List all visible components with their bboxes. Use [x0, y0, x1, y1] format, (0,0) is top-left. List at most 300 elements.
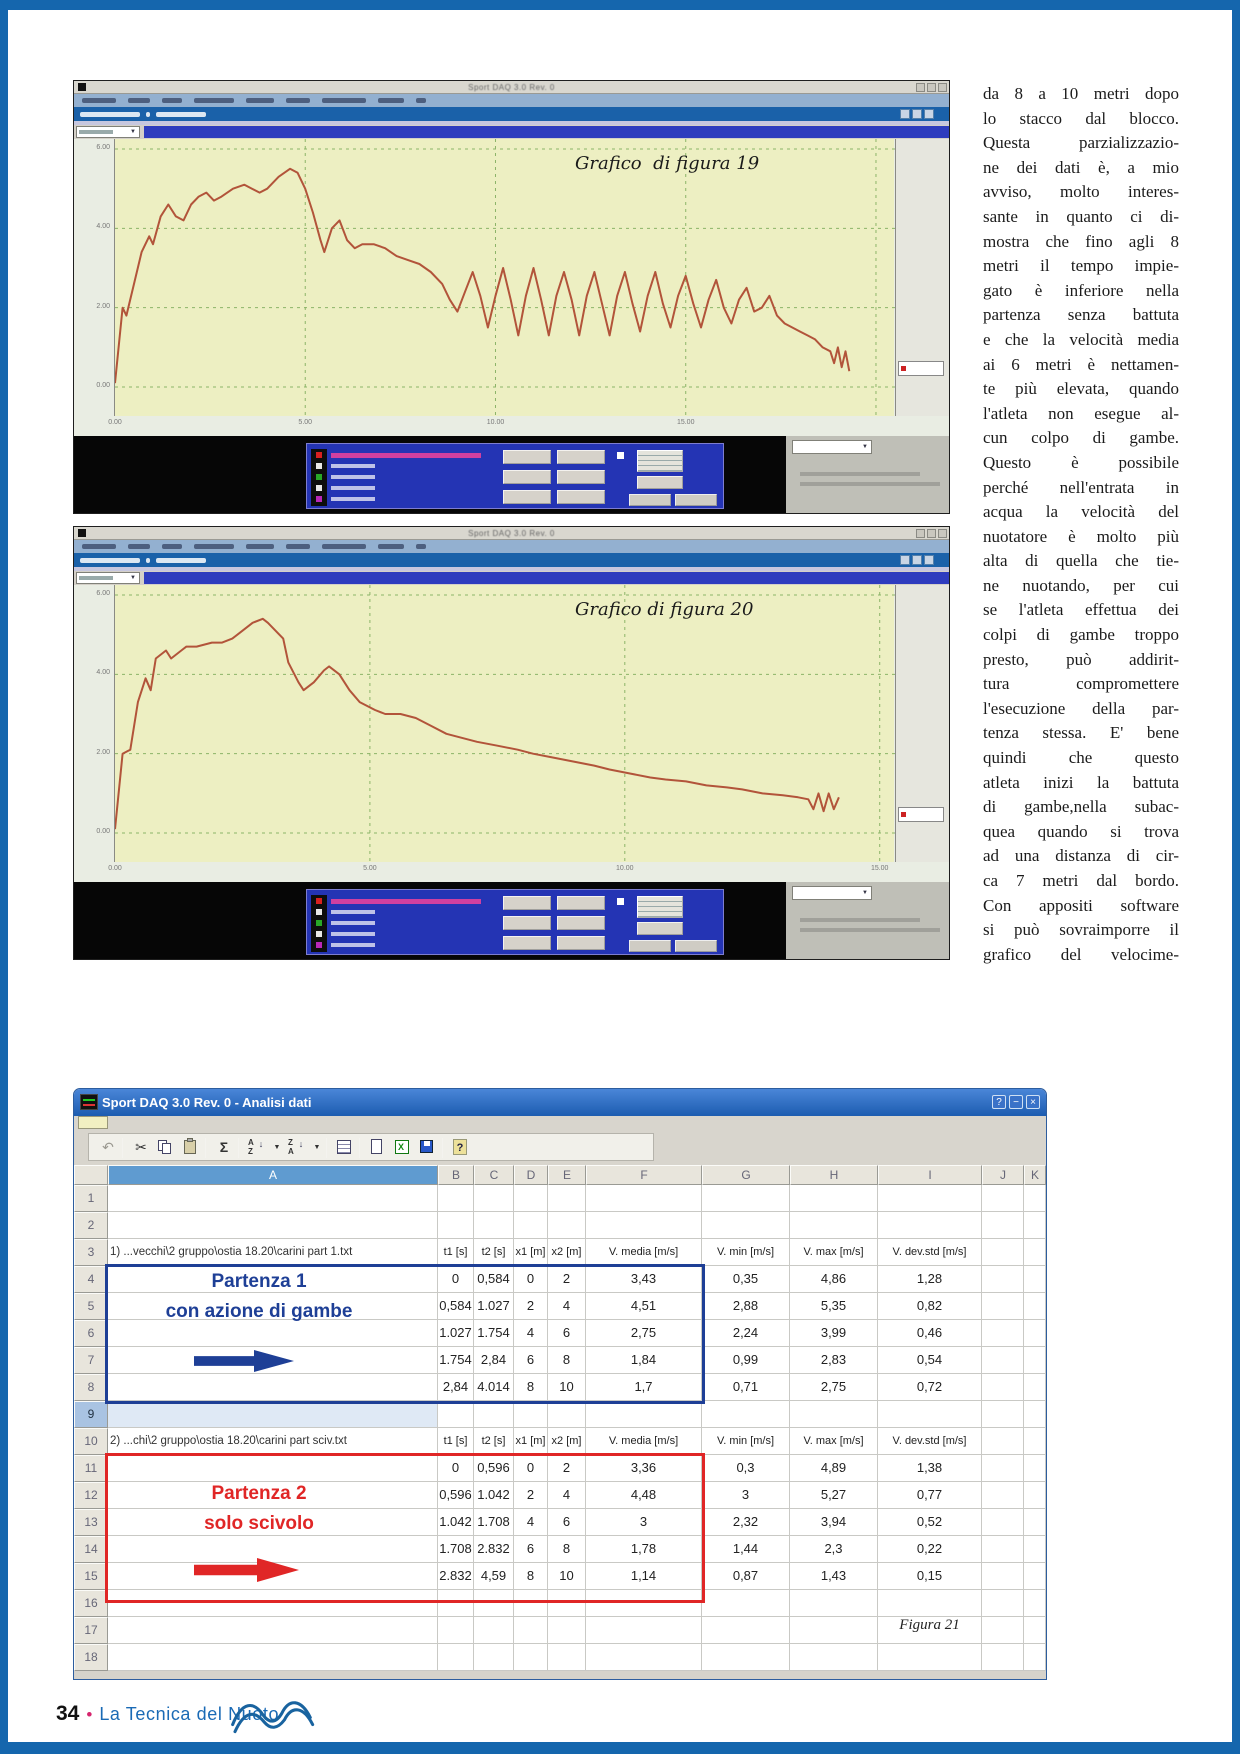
cell-G2[interactable] — [702, 1212, 790, 1239]
cell-F13[interactable]: 3 — [586, 1509, 702, 1536]
cell-G3[interactable]: V. min [m/s] — [702, 1239, 790, 1266]
cell-J12[interactable] — [982, 1482, 1024, 1509]
child-window-button[interactable] — [924, 555, 934, 565]
panel-button[interactable] — [503, 470, 551, 484]
menu-item[interactable] — [246, 544, 274, 549]
cell-H18[interactable] — [790, 1644, 878, 1671]
panel-button[interactable] — [637, 922, 683, 935]
cell-D11[interactable]: 0 — [514, 1455, 548, 1482]
panel-button[interactable] — [503, 916, 551, 930]
cell-A17[interactable] — [108, 1617, 438, 1644]
cell-C4[interactable]: 0,584 — [474, 1266, 514, 1293]
cell-D15[interactable]: 8 — [514, 1563, 548, 1590]
report-icon[interactable] — [367, 1137, 389, 1158]
panel-button[interactable] — [557, 896, 605, 910]
cell-K6[interactable] — [1024, 1320, 1046, 1347]
row-header-4[interactable]: 4 — [74, 1266, 108, 1293]
row-header-7[interactable]: 7 — [74, 1347, 108, 1374]
cell-G15[interactable]: 0,87 — [702, 1563, 790, 1590]
scale-combobox[interactable] — [76, 572, 140, 584]
cell-C1[interactable] — [474, 1185, 514, 1212]
cell-D4[interactable]: 0 — [514, 1266, 548, 1293]
cell-I18[interactable] — [878, 1644, 982, 1671]
cell-C10[interactable]: t2 [s] — [474, 1428, 514, 1455]
panel-button[interactable] — [503, 490, 551, 504]
channel-color-swatch[interactable] — [316, 942, 322, 948]
cursor-readout[interactable] — [898, 807, 944, 822]
cell-H11[interactable]: 4,89 — [790, 1455, 878, 1482]
window-button[interactable] — [927, 529, 936, 538]
cell-K13[interactable] — [1024, 1509, 1046, 1536]
cell-G9[interactable] — [702, 1401, 790, 1428]
cell-B10[interactable]: t1 [s] — [438, 1428, 474, 1455]
cell-C5[interactable]: 1.027 — [474, 1293, 514, 1320]
menu-item[interactable] — [416, 544, 426, 549]
window-button[interactable] — [927, 83, 936, 92]
scale-combobox[interactable] — [76, 126, 140, 138]
cell-D3[interactable]: x1 [m] — [514, 1239, 548, 1266]
cursor-readout[interactable] — [898, 361, 944, 376]
cell-F9[interactable] — [586, 1401, 702, 1428]
cell-G12[interactable]: 3 — [702, 1482, 790, 1509]
cell-A1[interactable] — [108, 1185, 438, 1212]
cell-D2[interactable] — [514, 1212, 548, 1239]
cell-G17[interactable] — [702, 1617, 790, 1644]
cell-F1[interactable] — [586, 1185, 702, 1212]
cell-K9[interactable] — [1024, 1401, 1046, 1428]
row-header-6[interactable]: 6 — [74, 1320, 108, 1347]
row-header-10[interactable]: 10 — [74, 1428, 108, 1455]
channel-color-swatch[interactable] — [316, 931, 322, 937]
cell-H13[interactable]: 3,94 — [790, 1509, 878, 1536]
cell-D5[interactable]: 2 — [514, 1293, 548, 1320]
cell-E11[interactable]: 2 — [548, 1455, 586, 1482]
minimize-button[interactable]: − — [1009, 1095, 1023, 1109]
cell-H10[interactable]: V. max [m/s] — [790, 1428, 878, 1455]
column-header-K[interactable]: K — [1024, 1165, 1046, 1185]
cell-K10[interactable] — [1024, 1428, 1046, 1455]
cell-I14[interactable]: 0,22 — [878, 1536, 982, 1563]
cell-K11[interactable] — [1024, 1455, 1046, 1482]
column-header-C[interactable]: C — [474, 1165, 514, 1185]
cell-H8[interactable]: 2,75 — [790, 1374, 878, 1401]
window-button[interactable] — [938, 529, 947, 538]
excel-export-icon[interactable]: X — [392, 1137, 414, 1158]
help-button[interactable]: ? — [992, 1095, 1006, 1109]
menu-item[interactable] — [162, 544, 182, 549]
cell-F18[interactable] — [586, 1644, 702, 1671]
cell-D7[interactable]: 6 — [514, 1347, 548, 1374]
cell-I15[interactable]: 0,15 — [878, 1563, 982, 1590]
sort-ascending-dropdown[interactable]: ▼ — [273, 1144, 281, 1151]
panel-button[interactable] — [503, 936, 551, 950]
channel-color-swatch[interactable] — [316, 474, 322, 480]
panel-button[interactable] — [503, 450, 551, 464]
cell-B12[interactable]: 0,596 — [438, 1482, 474, 1509]
menu-item[interactable] — [322, 98, 366, 103]
menu-item[interactable] — [128, 544, 150, 549]
cell-E7[interactable]: 8 — [548, 1347, 586, 1374]
article-line: sante in quanto ci di- — [983, 206, 1179, 226]
graph-preview-button[interactable] — [637, 450, 683, 472]
cell-E14[interactable]: 8 — [548, 1536, 586, 1563]
cell-D12[interactable]: 2 — [514, 1482, 548, 1509]
sort-descending-icon[interactable]: Z A ↓ — [288, 1138, 304, 1156]
cell-I3[interactable]: V. dev.std [m/s] — [878, 1239, 982, 1266]
panel-button[interactable] — [557, 936, 605, 950]
cell-E12[interactable]: 4 — [548, 1482, 586, 1509]
cell-C9[interactable] — [474, 1401, 514, 1428]
cell-I1[interactable] — [878, 1185, 982, 1212]
row-header-17[interactable]: 17 — [74, 1617, 108, 1644]
cell-E6[interactable]: 6 — [548, 1320, 586, 1347]
cell-F2[interactable] — [586, 1212, 702, 1239]
cell-H2[interactable] — [790, 1212, 878, 1239]
cell-H16[interactable] — [790, 1590, 878, 1617]
cell-G16[interactable] — [702, 1590, 790, 1617]
cell-A9[interactable] — [108, 1401, 438, 1428]
cell-G4[interactable]: 0,35 — [702, 1266, 790, 1293]
cell-F15[interactable]: 1,14 — [586, 1563, 702, 1590]
cell-E4[interactable]: 2 — [548, 1266, 586, 1293]
row-header-8[interactable]: 8 — [74, 1374, 108, 1401]
column-header-E[interactable]: E — [548, 1165, 586, 1185]
cell-I4[interactable]: 1,28 — [878, 1266, 982, 1293]
cell-K7[interactable] — [1024, 1347, 1046, 1374]
child-window-button[interactable] — [912, 555, 922, 565]
window-title-bar — [74, 527, 949, 540]
cell-E15[interactable]: 10 — [548, 1563, 586, 1590]
cell-J17[interactable] — [982, 1617, 1024, 1644]
cell-I11[interactable]: 1,38 — [878, 1455, 982, 1482]
save-icon[interactable] — [417, 1137, 439, 1158]
cell-I6[interactable]: 0,46 — [878, 1320, 982, 1347]
child-window-button[interactable] — [900, 109, 910, 119]
cell-B9[interactable] — [438, 1401, 474, 1428]
cell-F8[interactable]: 1,7 — [586, 1374, 702, 1401]
cell-F12[interactable]: 4,48 — [586, 1482, 702, 1509]
x-axis-tick-label: 0.00 — [108, 865, 122, 872]
cell-H9[interactable] — [790, 1401, 878, 1428]
cell-H6[interactable]: 3,99 — [790, 1320, 878, 1347]
cell-H5[interactable]: 5,35 — [790, 1293, 878, 1320]
cell-H12[interactable]: 5,27 — [790, 1482, 878, 1509]
cell-C14[interactable]: 2.832 — [474, 1536, 514, 1563]
row-header-16[interactable]: 16 — [74, 1590, 108, 1617]
cell-J1[interactable] — [982, 1185, 1024, 1212]
cell-B4[interactable]: 0 — [438, 1266, 474, 1293]
menu-item[interactable] — [286, 544, 310, 549]
cell-K15[interactable] — [1024, 1563, 1046, 1590]
window-button[interactable] — [938, 83, 947, 92]
column-header-D[interactable]: D — [514, 1165, 548, 1185]
cell-F6[interactable]: 2,75 — [586, 1320, 702, 1347]
cell-I9[interactable] — [878, 1401, 982, 1428]
cell-D8[interactable]: 8 — [514, 1374, 548, 1401]
cell-J8[interactable] — [982, 1374, 1024, 1401]
cell-D14[interactable]: 6 — [514, 1536, 548, 1563]
cell-D10[interactable]: x1 [m] — [514, 1428, 548, 1455]
menu-item[interactable] — [286, 98, 310, 103]
close-button[interactable]: × — [1026, 1095, 1040, 1109]
cell-D17[interactable] — [514, 1617, 548, 1644]
row-header-5[interactable]: 5 — [74, 1293, 108, 1320]
channel-color-swatch[interactable] — [316, 909, 322, 915]
cell-E1[interactable] — [548, 1185, 586, 1212]
cell-J16[interactable] — [982, 1590, 1024, 1617]
cell-E13[interactable]: 6 — [548, 1509, 586, 1536]
window-bottom-strip — [74, 1671, 1046, 1679]
cell-E5[interactable]: 4 — [548, 1293, 586, 1320]
menu-item[interactable] — [378, 98, 404, 103]
cell-H4[interactable]: 4,86 — [790, 1266, 878, 1293]
cell-H3[interactable]: V. max [m/s] — [790, 1239, 878, 1266]
panel-button[interactable] — [629, 940, 671, 952]
timebase-combobox[interactable] — [792, 440, 872, 454]
help-icon[interactable]: ? — [450, 1137, 472, 1158]
cell-G8[interactable]: 0,71 — [702, 1374, 790, 1401]
child-window-button[interactable] — [900, 555, 910, 565]
cell-E3[interactable]: x2 [m] — [548, 1239, 586, 1266]
cell-I16[interactable] — [878, 1590, 982, 1617]
cell-E9[interactable] — [548, 1401, 586, 1428]
menu-item[interactable] — [416, 98, 426, 103]
menu-item[interactable] — [128, 98, 150, 103]
cell-I10[interactable]: V. dev.std [m/s] — [878, 1428, 982, 1455]
channel-color-swatch[interactable] — [316, 920, 322, 926]
cell-I5[interactable]: 0,82 — [878, 1293, 982, 1320]
cell-C6[interactable]: 1.754 — [474, 1320, 514, 1347]
cell-C7[interactable]: 2,84 — [474, 1347, 514, 1374]
cell-A10[interactable]: 2) ...chi\2 gruppo\ostia 18.20\carini part sciv.txt — [108, 1428, 438, 1455]
cell-J15[interactable] — [982, 1563, 1024, 1590]
cell-J13[interactable] — [982, 1509, 1024, 1536]
cut-icon[interactable]: ✂ — [135, 1139, 147, 1155]
table-layout-icon[interactable] — [334, 1137, 356, 1158]
figure-21-caption[interactable]: Figura 21 — [878, 1617, 982, 1644]
row-header-11[interactable]: 11 — [74, 1455, 108, 1482]
cell-K17[interactable] — [1024, 1617, 1046, 1644]
panel-button[interactable] — [557, 490, 605, 504]
cell-J7[interactable] — [982, 1347, 1024, 1374]
cell-J2[interactable] — [982, 1212, 1024, 1239]
panel-button[interactable] — [675, 494, 717, 506]
channel-color-swatch[interactable] — [316, 452, 322, 458]
menu-item[interactable] — [162, 98, 182, 103]
cell-B6[interactable]: 1.027 — [438, 1320, 474, 1347]
channel-color-swatch[interactable] — [316, 463, 322, 469]
cell-I8[interactable]: 0,72 — [878, 1374, 982, 1401]
cell-C15[interactable]: 4,59 — [474, 1563, 514, 1590]
row-header-2[interactable]: 2 — [74, 1212, 108, 1239]
column-header-G[interactable]: G — [702, 1165, 790, 1185]
cell-I7[interactable]: 0,54 — [878, 1347, 982, 1374]
menu-item[interactable] — [378, 544, 404, 549]
row-header-12[interactable]: 12 — [74, 1482, 108, 1509]
cell-J4[interactable] — [982, 1266, 1024, 1293]
cell-C2[interactable] — [474, 1212, 514, 1239]
child-window-button[interactable] — [924, 109, 934, 119]
cell-G11[interactable]: 0,3 — [702, 1455, 790, 1482]
panel-button[interactable] — [675, 940, 717, 952]
cell-E2[interactable] — [548, 1212, 586, 1239]
row-header-14[interactable]: 14 — [74, 1536, 108, 1563]
cell-K16[interactable] — [1024, 1590, 1046, 1617]
cell-B5[interactable]: 0,584 — [438, 1293, 474, 1320]
cell-D6[interactable]: 4 — [514, 1320, 548, 1347]
cell-I12[interactable]: 0,77 — [878, 1482, 982, 1509]
cell-H7[interactable]: 2,83 — [790, 1347, 878, 1374]
cell-B14[interactable]: 1.708 — [438, 1536, 474, 1563]
cell-E17[interactable] — [548, 1617, 586, 1644]
cell-E10[interactable]: x2 [m] — [548, 1428, 586, 1455]
paste-icon[interactable] — [180, 1137, 202, 1158]
column-header-F[interactable]: F — [586, 1165, 702, 1185]
cell-C17[interactable] — [474, 1617, 514, 1644]
cell-J6[interactable] — [982, 1320, 1024, 1347]
cell-C3[interactable]: t2 [s] — [474, 1239, 514, 1266]
cell-K4[interactable] — [1024, 1266, 1046, 1293]
cell-K5[interactable] — [1024, 1293, 1046, 1320]
menu-item[interactable] — [82, 544, 116, 549]
cell-I2[interactable] — [878, 1212, 982, 1239]
cell-G6[interactable]: 2,24 — [702, 1320, 790, 1347]
cell-G14[interactable]: 1,44 — [702, 1536, 790, 1563]
cell-B17[interactable] — [438, 1617, 474, 1644]
cell-J9[interactable] — [982, 1401, 1024, 1428]
menu-item[interactable] — [82, 98, 116, 103]
undo-icon[interactable]: ↶ — [102, 1139, 114, 1155]
cell-C12[interactable]: 1.042 — [474, 1482, 514, 1509]
row-header-18[interactable]: 18 — [74, 1644, 108, 1671]
timebase-combobox[interactable] — [792, 886, 872, 900]
channel-color-swatch[interactable] — [316, 496, 322, 502]
panel-button[interactable] — [557, 916, 605, 930]
channel-color-swatch[interactable] — [316, 898, 322, 904]
cell-F14[interactable]: 1,78 — [586, 1536, 702, 1563]
panel-button[interactable] — [503, 896, 551, 910]
child-window-button[interactable] — [912, 109, 922, 119]
cell-F4[interactable]: 3,43 — [586, 1266, 702, 1293]
column-header-A[interactable]: A — [108, 1165, 438, 1185]
cell-B2[interactable] — [438, 1212, 474, 1239]
menu-item[interactable] — [194, 98, 234, 103]
cell-A2[interactable] — [108, 1212, 438, 1239]
cell-A3[interactable]: 1) ...vecchi\2 gruppo\ostia 18.20\carini part 1.txt — [108, 1239, 438, 1266]
cell-B13[interactable]: 1.042 — [438, 1509, 474, 1536]
sort-ascending-icon[interactable]: A Z ↓ — [248, 1138, 264, 1156]
cell-K14[interactable] — [1024, 1536, 1046, 1563]
cell-C8[interactable]: 4.014 — [474, 1374, 514, 1401]
cell-D13[interactable]: 4 — [514, 1509, 548, 1536]
row-header-13[interactable]: 13 — [74, 1509, 108, 1536]
cell-B1[interactable] — [438, 1185, 474, 1212]
cell-E8[interactable]: 10 — [548, 1374, 586, 1401]
cell-J11[interactable] — [982, 1455, 1024, 1482]
cell-J18[interactable] — [982, 1644, 1024, 1671]
row-header-3[interactable]: 3 — [74, 1239, 108, 1266]
cell-A18[interactable] — [108, 1644, 438, 1671]
graph-preview-button[interactable] — [637, 896, 683, 918]
cell-D18[interactable] — [514, 1644, 548, 1671]
channel-color-swatch[interactable] — [316, 485, 322, 491]
column-header-I[interactable]: I — [878, 1165, 982, 1185]
cell-J5[interactable] — [982, 1293, 1024, 1320]
cell-F17[interactable] — [586, 1617, 702, 1644]
cell-B18[interactable] — [438, 1644, 474, 1671]
column-header-J[interactable]: J — [982, 1165, 1024, 1185]
cell-B11[interactable]: 0 — [438, 1455, 474, 1482]
cell-F11[interactable]: 3,36 — [586, 1455, 702, 1482]
cell-H15[interactable]: 1,43 — [790, 1563, 878, 1590]
cell-F7[interactable]: 1,84 — [586, 1347, 702, 1374]
select-all-corner[interactable] — [74, 1165, 108, 1185]
cell-H14[interactable]: 2,3 — [790, 1536, 878, 1563]
cell-B15[interactable]: 2.832 — [438, 1563, 474, 1590]
cell-K18[interactable] — [1024, 1644, 1046, 1671]
worksheet-tab[interactable] — [78, 1116, 108, 1129]
cell-E18[interactable] — [548, 1644, 586, 1671]
cell-I13[interactable]: 0,52 — [878, 1509, 982, 1536]
window-button[interactable] — [916, 529, 925, 538]
cell-K2[interactable] — [1024, 1212, 1046, 1239]
row-header-1[interactable]: 1 — [74, 1185, 108, 1212]
row-header-9[interactable]: 9 — [74, 1401, 108, 1428]
column-header-H[interactable]: H — [790, 1165, 878, 1185]
panel-button[interactable] — [629, 494, 671, 506]
cell-J10[interactable] — [982, 1428, 1024, 1455]
row-header-15[interactable]: 15 — [74, 1563, 108, 1590]
cell-K3[interactable] — [1024, 1239, 1046, 1266]
cell-B8[interactable]: 2,84 — [438, 1374, 474, 1401]
cell-G1[interactable] — [702, 1185, 790, 1212]
copy-icon[interactable] — [155, 1137, 177, 1158]
cell-H1[interactable] — [790, 1185, 878, 1212]
menu-item[interactable] — [194, 544, 234, 549]
cell-K1[interactable] — [1024, 1185, 1046, 1212]
sort-descending-dropdown[interactable]: ▼ — [313, 1144, 321, 1151]
cell-H17[interactable] — [790, 1617, 878, 1644]
cell-D9[interactable] — [514, 1401, 548, 1428]
cell-J3[interactable] — [982, 1239, 1024, 1266]
cell-F3[interactable]: V. media [m/s] — [586, 1239, 702, 1266]
menu-item[interactable] — [322, 544, 366, 549]
cell-B3[interactable]: t1 [s] — [438, 1239, 474, 1266]
panel-button[interactable] — [637, 476, 683, 489]
cell-G13[interactable]: 2,32 — [702, 1509, 790, 1536]
cell-G10[interactable]: V. min [m/s] — [702, 1428, 790, 1455]
window-button[interactable] — [916, 83, 925, 92]
column-header-B[interactable]: B — [438, 1165, 474, 1185]
cell-G7[interactable]: 0,99 — [702, 1347, 790, 1374]
cell-C11[interactable]: 0,596 — [474, 1455, 514, 1482]
cell-F5[interactable]: 4,51 — [586, 1293, 702, 1320]
panel-button[interactable] — [557, 450, 605, 464]
panel-button[interactable] — [557, 470, 605, 484]
menu-item[interactable] — [246, 98, 274, 103]
cell-C18[interactable] — [474, 1644, 514, 1671]
cell-D1[interactable] — [514, 1185, 548, 1212]
cell-C13[interactable]: 1.708 — [474, 1509, 514, 1536]
cell-K12[interactable] — [1024, 1482, 1046, 1509]
cell-F10[interactable]: V. media [m/s] — [586, 1428, 702, 1455]
autosum-icon[interactable]: Σ — [219, 1139, 229, 1155]
cell-J14[interactable] — [982, 1536, 1024, 1563]
cell-B7[interactable]: 1.754 — [438, 1347, 474, 1374]
cell-G5[interactable]: 2,88 — [702, 1293, 790, 1320]
cell-K8[interactable] — [1024, 1374, 1046, 1401]
cell-G18[interactable] — [702, 1644, 790, 1671]
